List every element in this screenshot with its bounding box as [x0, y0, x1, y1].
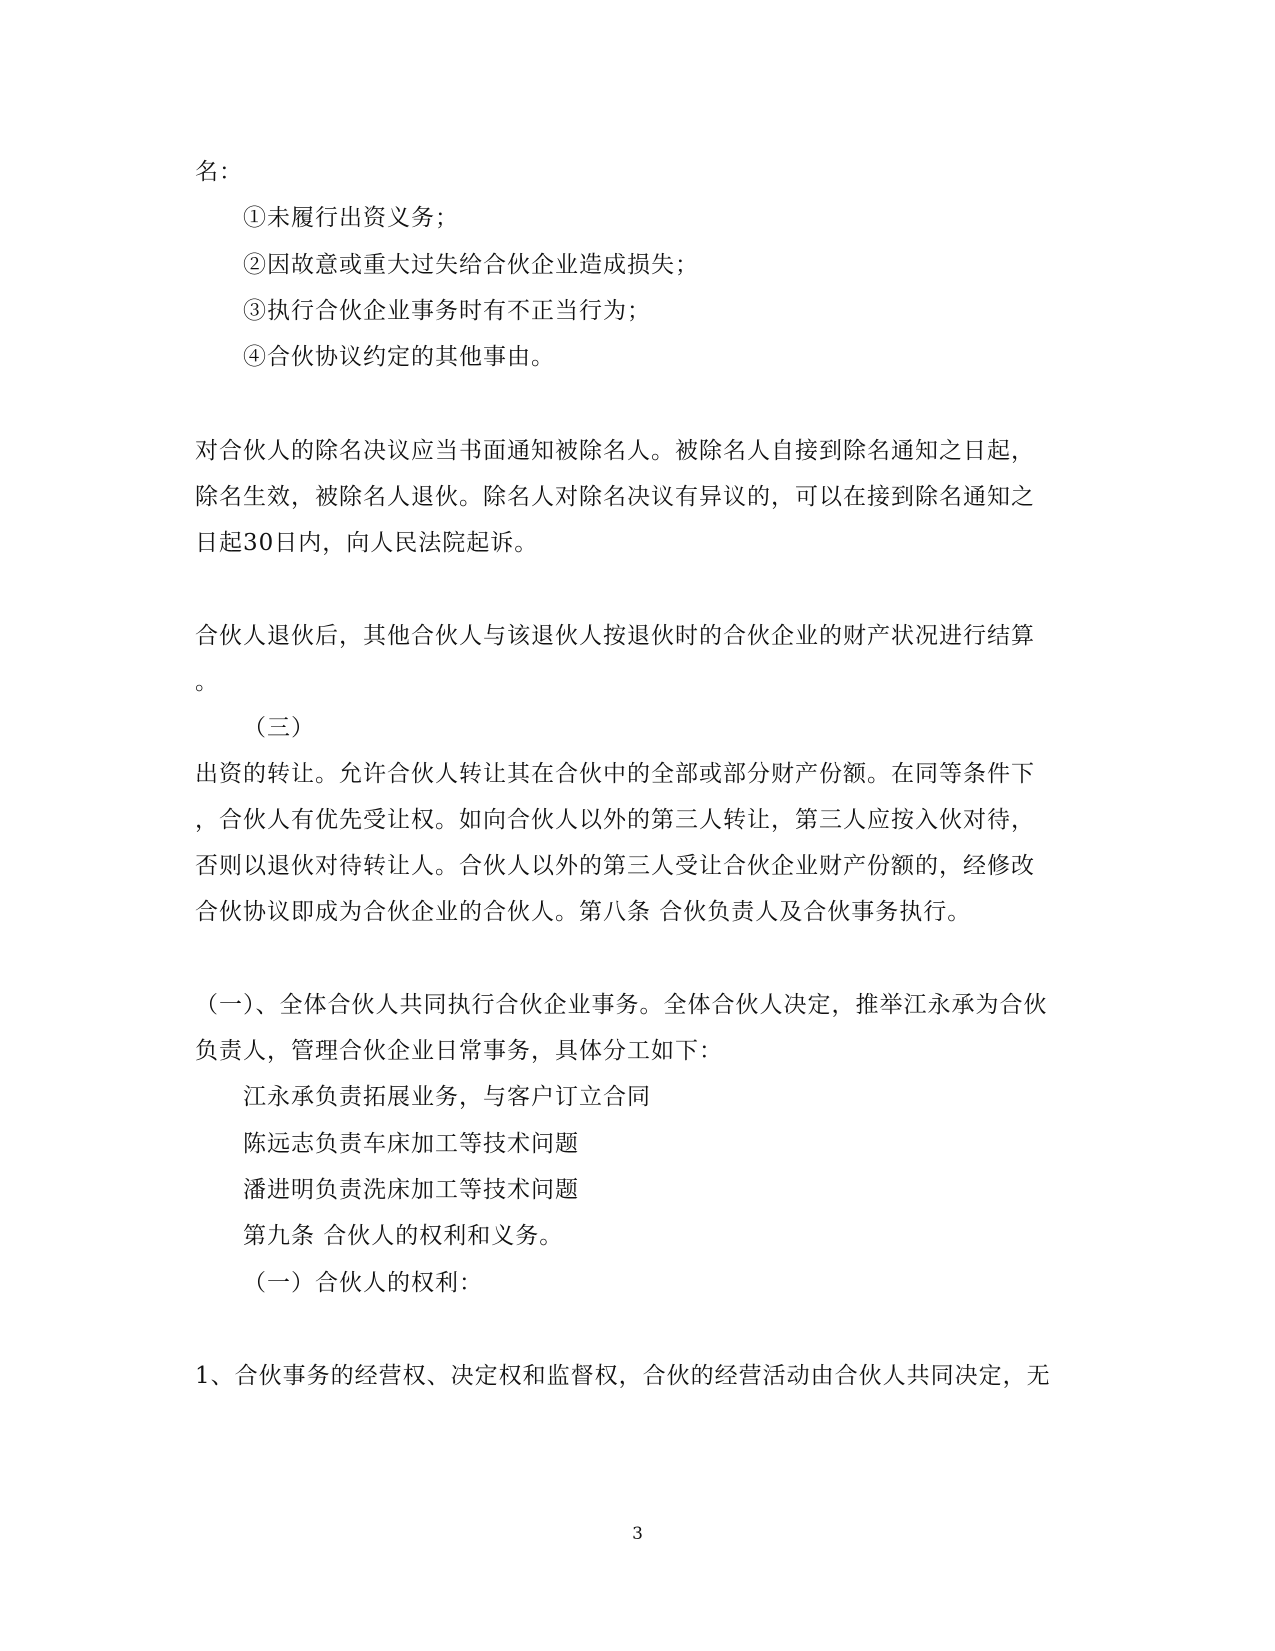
- text-line: 对合伙人的除名决议应当书面通知被除名人。被除名人自接到除名通知之日起，: [195, 438, 1035, 464]
- text-line: 1、合伙事务的经营权、决定权和监督权，合伙的经营活动由合伙人共同决定，无: [195, 1363, 1051, 1389]
- section-heading: （三）: [243, 715, 315, 741]
- section-heading: （一）合伙人的权利：: [243, 1270, 483, 1296]
- text-line: 负责人，管理合伙企业日常事务，具体分工如下：: [195, 1038, 723, 1064]
- text-line: 日起30日内，向人民法院起诉。: [195, 530, 539, 556]
- text-line: （一）、全体合伙人共同执行合伙企业事务。全体合伙人决定，推举江永承为合伙: [195, 992, 1048, 1018]
- text-line: ，合伙人有优先受让权。如向合伙人以外的第三人转让，第三人应按入伙对待，: [195, 807, 1035, 833]
- text-line: 除名生效，被除名人退伙。除名人对除名决议有异议的，可以在接到除名通知之: [195, 484, 1035, 510]
- list-item: 陈远志负责车床加工等技术问题: [243, 1131, 579, 1157]
- list-item: ②因故意或重大过失给合伙企业造成损失；: [243, 252, 699, 278]
- list-item: 潘进明负责洗床加工等技术问题: [243, 1177, 579, 1203]
- text-line: 否则以退伙对待转让人。合伙人以外的第三人受让合伙企业财产份额的，经修改: [195, 853, 1035, 879]
- text-line: 名：: [195, 159, 243, 185]
- page-number: 3: [632, 1524, 643, 1544]
- text-line: 。: [195, 669, 219, 695]
- list-item: 江永承负责拓展业务，与客户订立合同: [243, 1084, 651, 1110]
- text-line: 出资的转让。允许合伙人转让其在合伙中的全部或部分财产份额。在同等条件下: [195, 761, 1035, 787]
- list-item: ③执行合伙企业事务时有不正当行为；: [243, 298, 651, 324]
- list-item: ④合伙协议约定的其他事由。: [243, 344, 555, 370]
- article-heading: 第九条 合伙人的权利和义务。: [243, 1223, 564, 1249]
- text-line: 合伙人退伙后，其他合伙人与该退伙人按退伙时的合伙企业的财产状况进行结算: [195, 623, 1035, 649]
- text-line: 合伙协议即成为合伙企业的合伙人。第八条 合伙负责人及合伙事务执行。: [195, 899, 972, 925]
- list-item: ①未履行出资义务；: [243, 205, 459, 231]
